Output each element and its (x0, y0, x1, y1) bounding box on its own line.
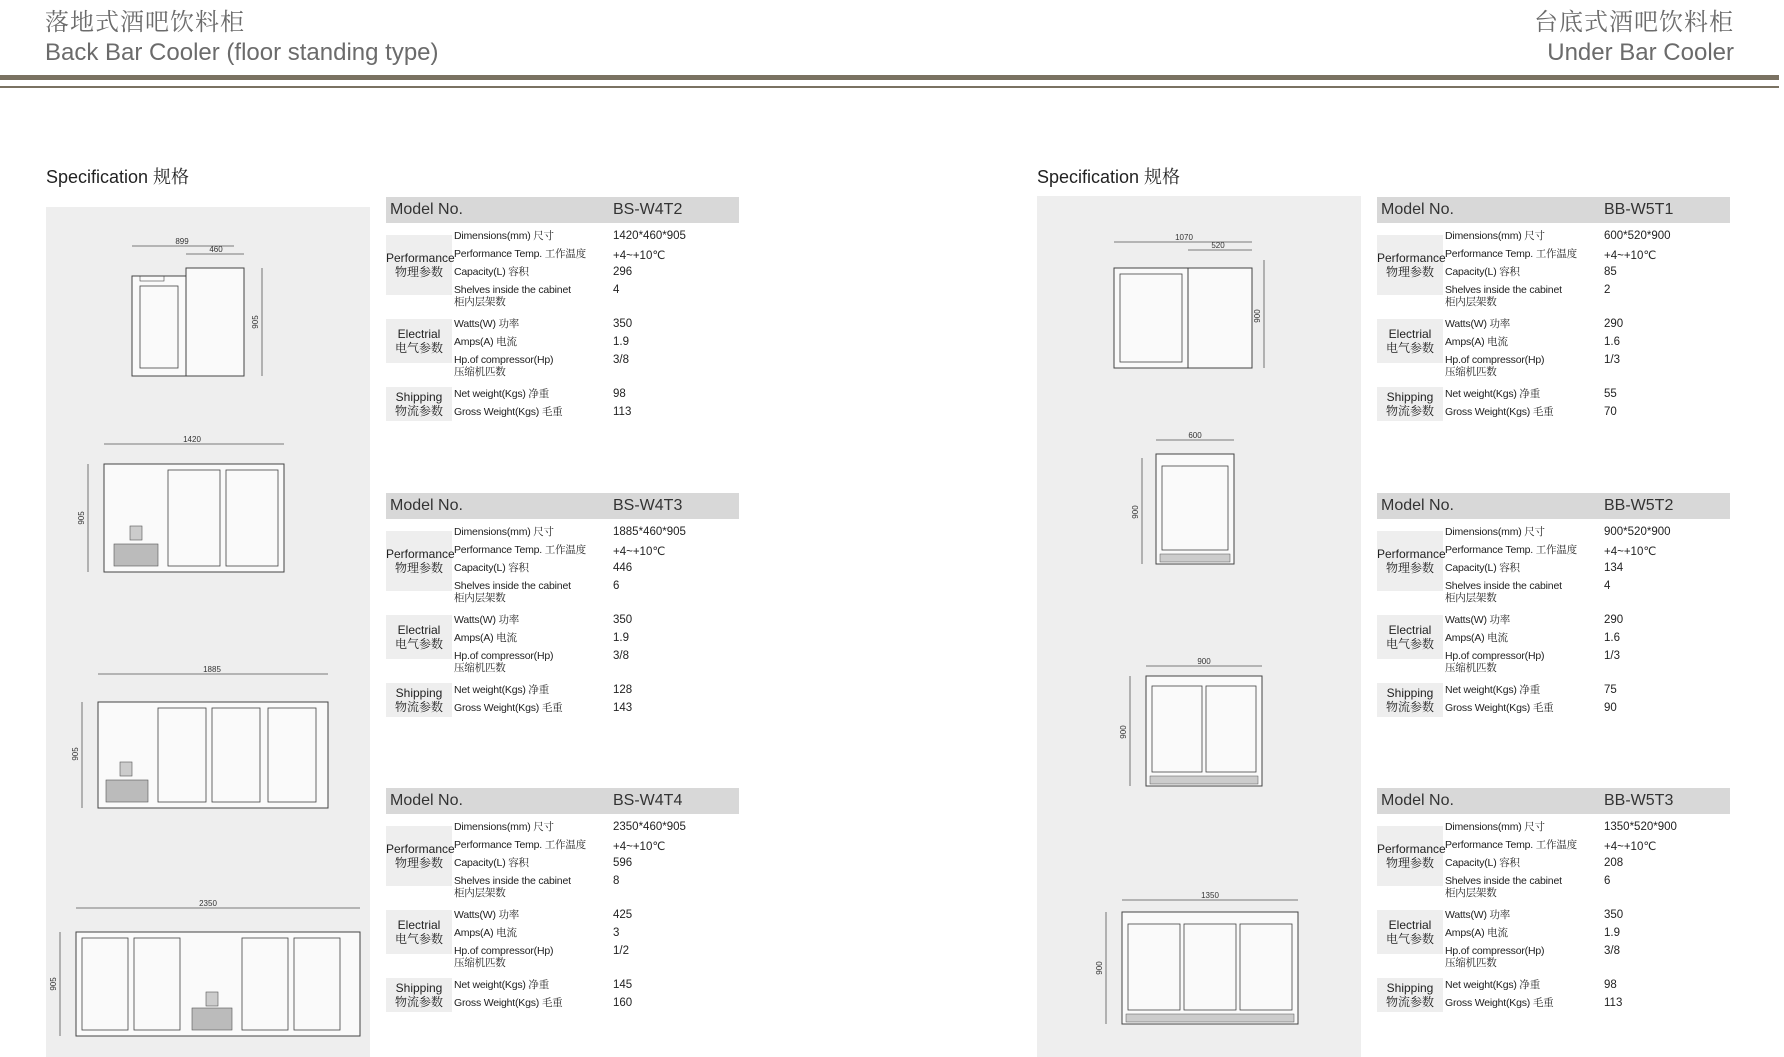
dim-l1-height: 905 (251, 315, 260, 329)
dim-l1-depth: 460 (209, 245, 223, 254)
row-hp: Hp.of compressor(Hp) 压缩机匹数 3/8 (454, 354, 629, 378)
row-shelves: Shelves inside the cabinet 柜内层架数 8 (454, 875, 620, 899)
dim-r2-width: 600 (1188, 431, 1202, 440)
row-net-weight: Net weight(Kgs) 净重 128 (454, 684, 633, 696)
group-shipping (1377, 978, 1730, 1014)
row-hp: Hp.of compressor(Hp) 压缩机匹数 1/2 (454, 945, 629, 969)
row-dimensions: Dimensions(mm) 尺寸 2350*460*905 (454, 821, 686, 833)
model-header (386, 493, 739, 519)
row-dimensions: Dimensions(mm) 尺寸 900*520*900 (1445, 526, 1671, 538)
model-value: BB-W5T3 (1604, 792, 1674, 809)
row-gross-weight: Gross Weight(Kgs) 毛重 90 (1445, 702, 1617, 714)
row-watts: Watts(W) 功率 425 (454, 909, 633, 921)
group-shipping (1377, 683, 1730, 719)
row-watts: Watts(W) 功率 350 (454, 318, 633, 330)
group-label-shipping: Shipping 物流参数 (1377, 387, 1443, 421)
row-net-weight: Net weight(Kgs) 净重 145 (454, 979, 633, 991)
row-capacity: Capacity(L) 容积 446 (454, 562, 633, 574)
group-label-shipping: Shipping 物流参数 (386, 683, 452, 717)
group-label-electrical: Electrial 电气参数 (386, 615, 452, 659)
row-watts: Watts(W) 功率 290 (1445, 318, 1624, 330)
group-label-shipping: Shipping 物流参数 (1377, 683, 1443, 717)
row-hp: Hp.of compressor(Hp) 压缩机匹数 1/3 (1445, 354, 1620, 378)
row-amps: Amps(A) 电流 1.9 (454, 632, 629, 644)
group-shipping (386, 978, 739, 1014)
group-electrical (386, 908, 739, 972)
row-gross-weight: Gross Weight(Kgs) 毛重 160 (454, 997, 633, 1009)
model-value: BS-W4T4 (613, 792, 683, 809)
group-label-shipping: Shipping 物流参数 (386, 978, 452, 1012)
row-dimensions: Dimensions(mm) 尺寸 1350*520*900 (1445, 821, 1677, 833)
row-hp: Hp.of compressor(Hp) 压缩机匹数 1/3 (1445, 650, 1620, 674)
model-header (386, 788, 739, 814)
row-gross-weight: Gross Weight(Kgs) 毛重 70 (1445, 406, 1617, 418)
dim-l2-height: 905 (77, 511, 86, 525)
row-dimensions: Dimensions(mm) 尺寸 1885*460*905 (454, 526, 686, 538)
dim-r4-height: 900 (1095, 961, 1104, 975)
row-dimensions: Dimensions(mm) 尺寸 600*520*900 (1445, 230, 1671, 242)
group-electrical (1377, 613, 1730, 677)
group-label-shipping: Shipping 物流参数 (386, 387, 452, 421)
drawing-bb-w5t1 (1128, 430, 1238, 570)
drawing-bs-w4t2 (77, 434, 290, 576)
row-temp: Performance Temp. 工作温度 +4~+10℃ (454, 248, 666, 262)
dim-l3-height: 905 (71, 747, 80, 761)
title-right-zh: 台底式酒吧饮料柜 (1534, 9, 1734, 36)
spec-table-bs-w4t4 (386, 788, 739, 1014)
row-net-weight: Net weight(Kgs) 净重 98 (1445, 979, 1617, 991)
group-performance (1377, 820, 1730, 902)
group-electrical (1377, 908, 1730, 972)
row-temp: Performance Temp. 工作温度 +4~+10℃ (1445, 544, 1657, 558)
header-right (1534, 8, 1734, 68)
row-dimensions: Dimensions(mm) 尺寸 1420*460*905 (454, 230, 686, 242)
spec-table-bb-w5t3 (1377, 788, 1730, 1014)
dim-l4-width: 2350 (199, 899, 217, 908)
model-value: BS-W4T3 (613, 497, 683, 514)
dim-l4-height: 905 (49, 977, 58, 991)
group-performance (1377, 525, 1730, 607)
row-shelves: Shelves inside the cabinet 柜内层架数 2 (1445, 284, 1611, 308)
group-label-performance: Performance 物理参数 (386, 531, 452, 591)
row-temp: Performance Temp. 工作温度 +4~+10℃ (454, 839, 666, 853)
model-label: Model No. (390, 497, 463, 514)
group-performance (386, 525, 739, 607)
row-gross-weight: Gross Weight(Kgs) 毛重 143 (454, 702, 633, 714)
spec-table-bs-w4t2 (386, 197, 739, 423)
spec-title-left: Specification 规格 (46, 167, 190, 187)
row-amps: Amps(A) 电流 3 (454, 927, 620, 939)
spec-table-bb-w5t2 (1377, 493, 1730, 719)
model-header (1377, 788, 1730, 814)
group-performance (1377, 229, 1730, 311)
group-label-electrical: Electrial 电气参数 (1377, 319, 1443, 363)
row-watts: Watts(W) 功率 350 (454, 614, 633, 626)
dim-r1-height: 900 (1253, 309, 1262, 323)
header-left (45, 8, 439, 68)
row-net-weight: Net weight(Kgs) 净重 98 (454, 388, 626, 400)
dim-r1-depth: 520 (1211, 241, 1225, 250)
drawing-bb-w5t2 (1116, 656, 1266, 792)
row-shelves: Shelves inside the cabinet 柜内层架数 6 (1445, 875, 1611, 899)
row-net-weight: Net weight(Kgs) 净重 75 (1445, 684, 1617, 696)
row-gross-weight: Gross Weight(Kgs) 毛重 113 (454, 406, 632, 418)
model-label: Model No. (390, 792, 463, 809)
group-label-electrical: Electrial 电气参数 (386, 910, 452, 954)
row-capacity: Capacity(L) 容积 208 (1445, 857, 1624, 869)
group-label-performance: Performance 物理参数 (1377, 826, 1443, 886)
header-rule-thin (0, 86, 1779, 88)
group-label-electrical: Electrial 电气参数 (1377, 910, 1443, 954)
row-capacity: Capacity(L) 容积 85 (1445, 266, 1617, 278)
model-header (386, 197, 739, 223)
dim-r3-height: 900 (1119, 725, 1128, 739)
row-hp: Hp.of compressor(Hp) 压缩机匹数 3/8 (1445, 945, 1620, 969)
row-watts: Watts(W) 功率 350 (1445, 909, 1624, 921)
row-amps: Amps(A) 电流 1.6 (1445, 336, 1620, 348)
dim-r3-width: 900 (1197, 657, 1211, 666)
dim-l3-width: 1885 (203, 665, 221, 674)
group-label-performance: Performance 物理参数 (1377, 235, 1443, 295)
dim-r1-width: 1070 (1175, 233, 1193, 242)
title-right-en: Under Bar Cooler (1547, 39, 1734, 66)
row-net-weight: Net weight(Kgs) 净重 55 (1445, 388, 1617, 400)
model-value: BS-W4T2 (613, 201, 683, 218)
model-header (1377, 197, 1730, 223)
model-value: BB-W5T1 (1604, 201, 1674, 218)
dim-r4-width: 1350 (1201, 891, 1219, 900)
group-label-electrical: Electrial 电气参数 (1377, 615, 1443, 659)
group-electrical (386, 613, 739, 677)
row-shelves: Shelves inside the cabinet 柜内层架数 6 (454, 580, 620, 604)
dim-l1-width: 899 (175, 237, 189, 246)
drawing-bs-side (130, 236, 270, 386)
group-label-shipping: Shipping 物流参数 (1377, 978, 1443, 1012)
row-gross-weight: Gross Weight(Kgs) 毛重 113 (1445, 997, 1623, 1009)
dim-l2-width: 1420 (183, 435, 201, 444)
spec-title-right: Specification 规格 (1037, 167, 1181, 187)
group-label-performance: Performance 物理参数 (1377, 531, 1443, 591)
row-temp: Performance Temp. 工作温度 +4~+10℃ (1445, 839, 1657, 853)
row-amps: Amps(A) 电流 1.9 (1445, 927, 1620, 939)
spec-table-bb-w5t1 (1377, 197, 1730, 423)
row-amps: Amps(A) 电流 1.6 (1445, 632, 1620, 644)
group-shipping (386, 683, 739, 719)
model-value: BB-W5T2 (1604, 497, 1674, 514)
spec-table-bs-w4t3 (386, 493, 739, 719)
model-label: Model No. (390, 201, 463, 218)
header-rule-thick (0, 75, 1779, 80)
row-temp: Performance Temp. 工作温度 +4~+10℃ (454, 544, 666, 558)
row-hp: Hp.of compressor(Hp) 压缩机匹数 3/8 (454, 650, 629, 674)
row-shelves: Shelves inside the cabinet 柜内层架数 4 (454, 284, 620, 308)
model-label: Model No. (1381, 792, 1454, 809)
model-header (1377, 493, 1730, 519)
row-shelves: Shelves inside the cabinet 柜内层架数 4 (1445, 580, 1611, 604)
group-performance (386, 820, 739, 902)
drawing-bs-w4t3 (72, 664, 334, 812)
row-capacity: Capacity(L) 容积 296 (454, 266, 633, 278)
dim-r2-height: 900 (1131, 505, 1140, 519)
group-performance (386, 229, 739, 311)
group-label-performance: Performance 物理参数 (386, 235, 452, 295)
drawing-bb-w5t3 (1092, 888, 1302, 1028)
row-capacity: Capacity(L) 容积 134 (1445, 562, 1624, 574)
model-label: Model No. (1381, 201, 1454, 218)
row-temp: Performance Temp. 工作温度 +4~+10℃ (1445, 248, 1657, 262)
title-left-zh: 落地式酒吧饮料柜 (45, 9, 245, 36)
drawing-bb-side (1110, 232, 1270, 382)
title-left-en: Back Bar Cooler (floor standing type) (45, 39, 439, 66)
model-label: Model No. (1381, 497, 1454, 514)
group-electrical (386, 317, 739, 381)
group-label-performance: Performance 物理参数 (386, 826, 452, 886)
group-shipping (386, 387, 739, 423)
group-electrical (1377, 317, 1730, 381)
row-capacity: Capacity(L) 容积 596 (454, 857, 633, 869)
group-label-electrical: Electrial 电气参数 (386, 319, 452, 363)
group-shipping (1377, 387, 1730, 423)
drawing-bs-w4t4 (49, 896, 364, 1040)
row-amps: Amps(A) 电流 1.9 (454, 336, 629, 348)
row-watts: Watts(W) 功率 290 (1445, 614, 1624, 626)
